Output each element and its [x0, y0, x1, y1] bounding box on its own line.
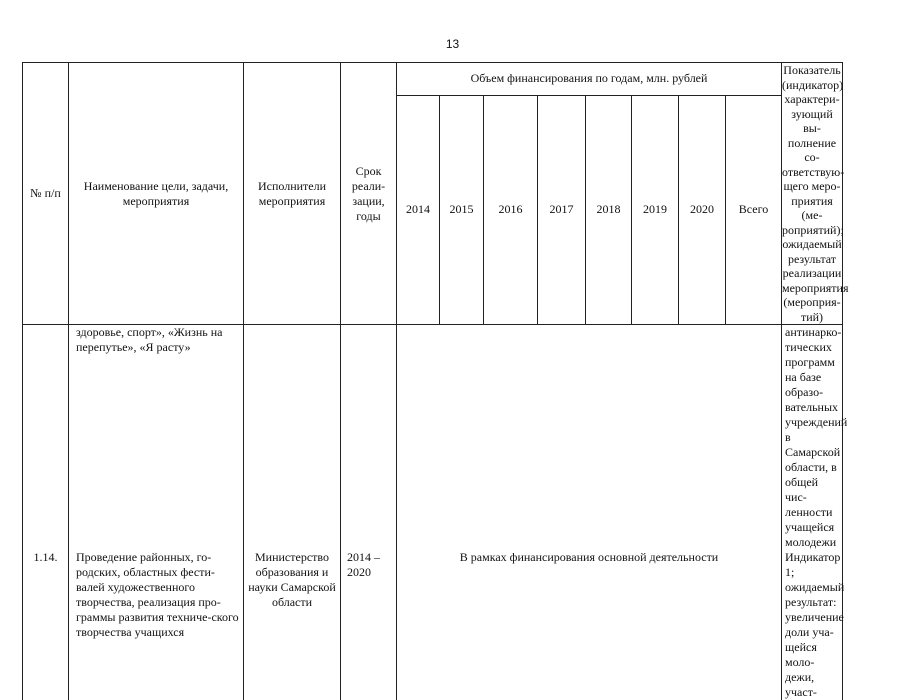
row-num [23, 325, 69, 551]
row-term: 2014 – 2020 [341, 550, 397, 700]
program-table [22, 62, 849, 700]
row-num: 1.14. [23, 550, 69, 700]
header-year-2020: 2020 [679, 95, 726, 324]
row-financing [397, 325, 782, 551]
row-executors [244, 325, 341, 551]
header-year-2017: 2017 [538, 95, 586, 324]
header-executors: Исполнители мероприятия [244, 63, 341, 325]
header-year-2018: 2018 [586, 95, 632, 324]
page-number: 13 [445, 37, 460, 51]
row-indicator: Индикатор 1; ожидаемый результат: увеличение доли уча-щейся моло-дежи, участ- [782, 550, 843, 700]
row-goal: Проведение районных, го-родских, областных фести-валей художественного творчества, реализация про-граммы развития техниче-ского творчества учащихся [69, 550, 244, 700]
row-financing: В рамках финансирования основной деятельности [397, 550, 782, 700]
row-goal: здоровье, спорт», «Жизнь на перепутье», «Я расту» [69, 325, 244, 551]
header-total: Всего [726, 95, 782, 324]
row-indicator: антинарко-тических программ на базе образо-вательных учреждений в Самарской области, в общей чис-ленности учащейся молодежи [782, 325, 843, 551]
header-year-2015: 2015 [440, 95, 484, 324]
row-executors: Министерство образования и науки Самарской области [244, 550, 341, 700]
table-row [23, 325, 843, 551]
header-indicator: Показатель (индикатор) характери-зующий вы-полнение со-ответствую-щего меро-приятия (ме-роприятий); ожидаемый результат реализации мероприятия (мероприя-тий) [782, 63, 849, 324]
header-term: Срок реали-зации, годы [341, 63, 397, 325]
table-row [23, 550, 843, 700]
header-num: № п/п [23, 63, 69, 325]
header-year-2019: 2019 [632, 95, 679, 324]
header-year-2016: 2016 [484, 95, 538, 324]
header-goal: Наименование цели, задачи, мероприятия [69, 63, 244, 325]
row-term [341, 325, 397, 551]
header-year-2014: 2014 [397, 95, 440, 324]
header-financing: Объем финансирования по годам, млн. рублей [397, 63, 782, 96]
